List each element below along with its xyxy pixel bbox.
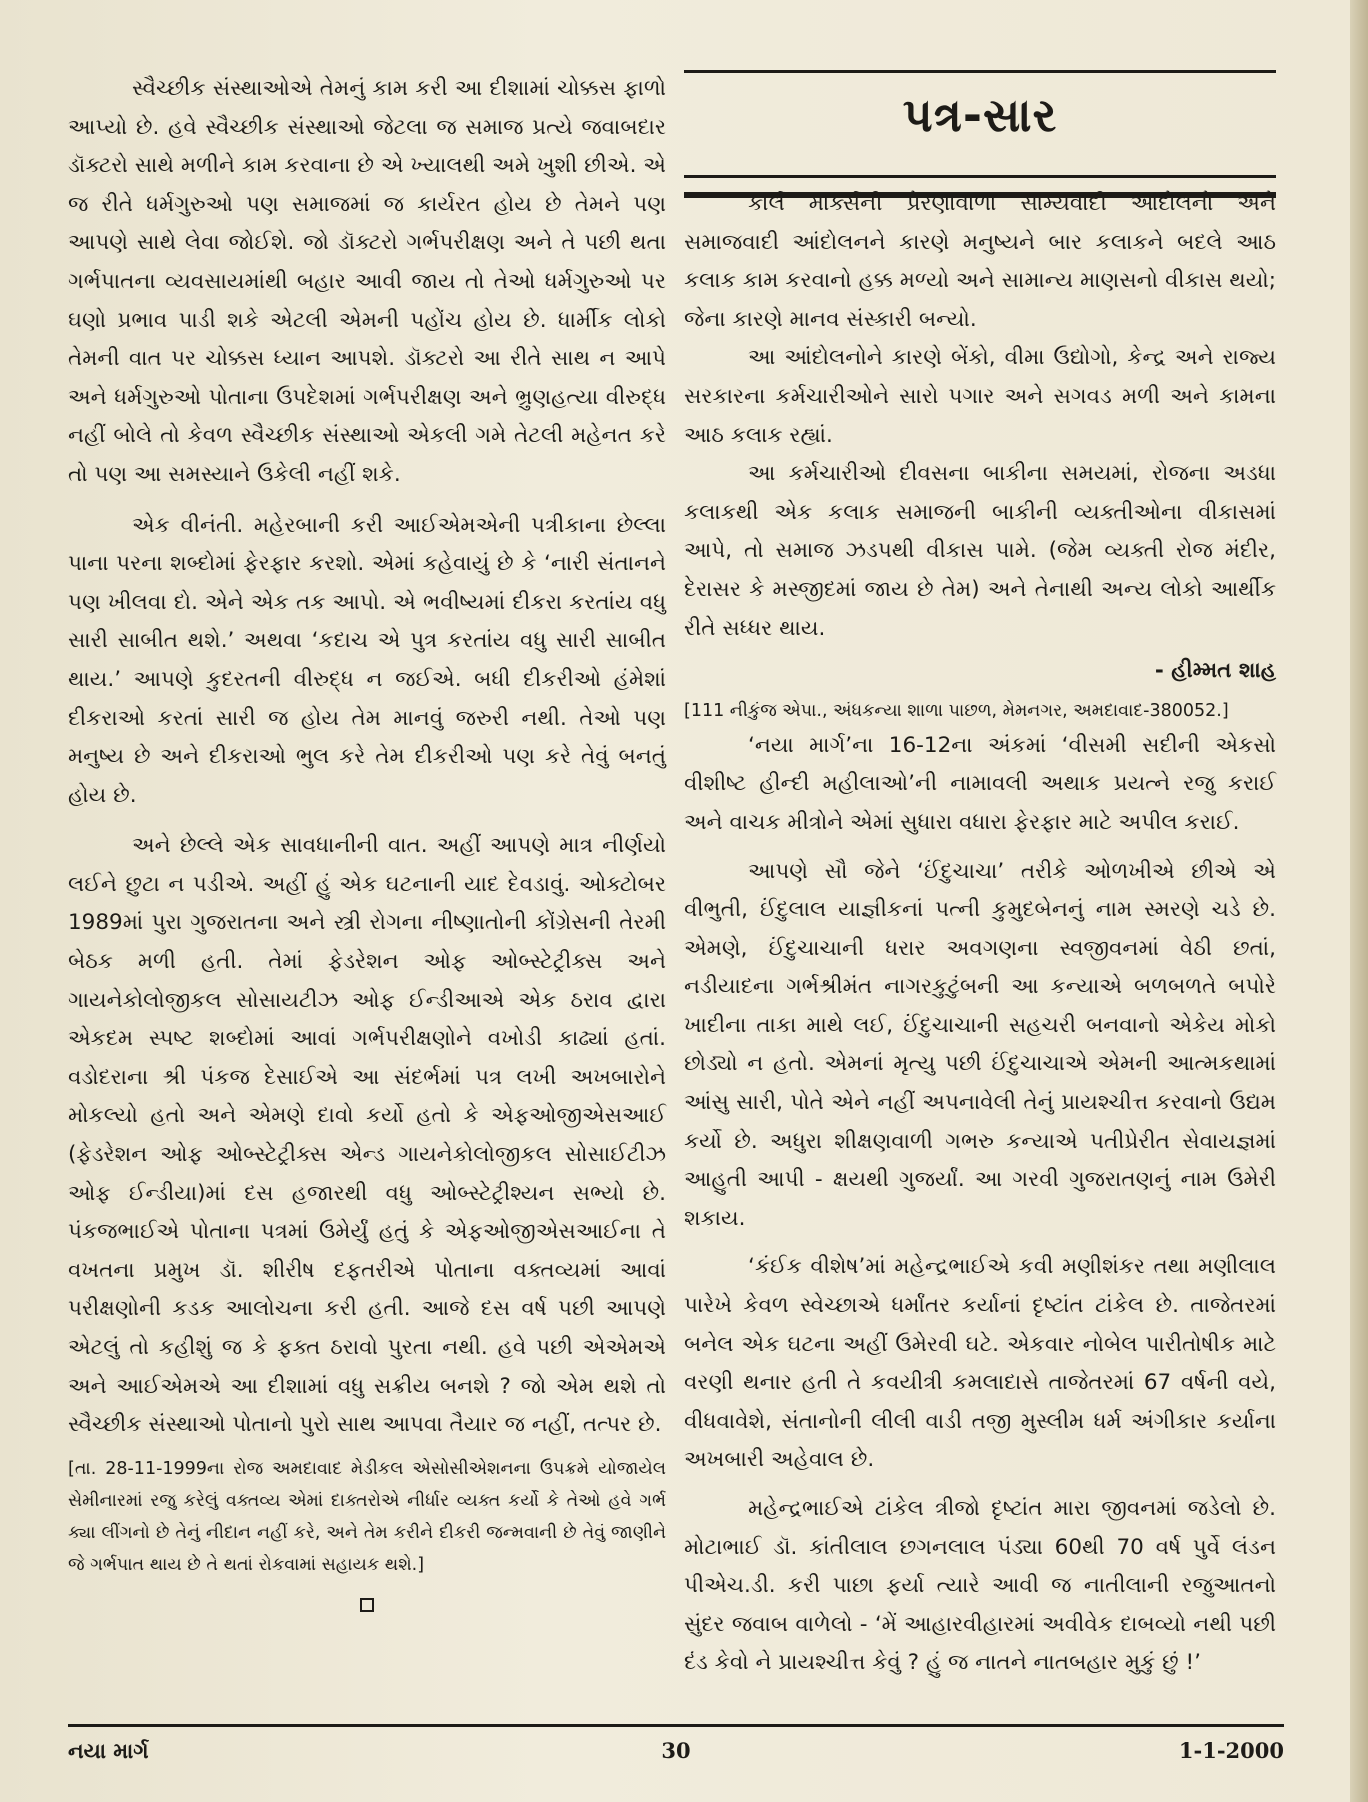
right-paragraph-7: મહેન્દ્રભાઈએ ટાંકેલ ત્રીજો દૃષ્ટાંત મારા જીવનમાં જડેલો છે. મોટાભાઈ ડૉ. કાંતીલાલ છગનલાલ પંડ્યા 60થી 70 વર્ષ પુર્વે લંડન પીએચ.ડી. કરી પાછા ફર્યા ત્યારે આવી જ નાતીલાની રજુઆતનો સુંદર જવાબ વાળેલો - ‘મેં આહારવીહારમાં અવીવેક દાબવ્યો નથી પછી દંડ કેવો ને પ્રાયશ્ચીત્ત કેવું ? હું જ નાતને નાતબહાર મુકું છું !’ — [684, 1496, 1276, 1676]
right-paragraph-6: ‘કંઈક વીશેષ’માં મહેન્દ્રભાઈએ કવી મણીશંકર તથા મણીલાલ પારેખે કેવળ સ્વેચ્છાએ ધર્માંતર કર્યાનાં દૃષ્ટાંત ટાંકેલ છે. તાજેતરમાં બનેલ એક ઘટના અહીં ઉમેરવી ઘટે. એકવાર નોબેલ પારીતોષીક માટે વરણી થનાર હતી તે કવયીત્રી કમલાદાસે તાજેતરમાં 67 વર્ષની વયે, વીધવાવેશે, સંતાનોની લીલી વાડી તજી મુસ્લીમ ધર્મ અંગીકાર કર્યાના અખબારી અહેવાલ છે. — [684, 1254, 1276, 1473]
right-paragraph-1: કાર્લ માર્ક્સની પ્રેરણાવાળા સામ્યવાદી આંદોલનો અને સમાજવાદી આંદોલનને કારણે મનુષ્યને બાર કલાકને બદલે આઠ કલાક કામ કરવાનો હક્ક મળ્યો અને સામાન્ય માણસનો વીકાસ થયો; જેના કારણે માનવ સંસ્કારી બન્યો. — [684, 191, 1276, 332]
square-icon — [360, 1598, 374, 1612]
right-paragraph-3: આ કર્મચારીઓ દીવસના બાકીના સમયમાં, રોજના અડધા કલાકથી એક કલાક સમાજની બાકીની વ્યક્તીઓના વીકાસમાં આપે, તો સમાજ ઝડપથી વીકાસ પામે. (જેમ વ્યક્તી રોજ મંદીર, દેરાસર કે મસ્જીદમાં જાય છે તેમ) અને તેનાથી અન્ય લોકો આર્થીક રીતે સધ્ધર થાય. — [684, 461, 1276, 641]
footer-rule — [68, 1724, 1284, 1727]
footer-page-number: 30 — [661, 1738, 691, 1763]
right-paragraph-4: ‘નયા માર્ગ’ના 16-12ના અંકમાં ‘વીસમી સદીની એકસો વીશીષ્ટ હીન્દી મહીલાઓ’ની નામાવલી અથાક પ્રયત્ને રજુ કરાઈ અને વાચક મીત્રોને એમાં સુધારા વધારા ફેરફાર માટે અપીલ કરાઈ. — [684, 732, 1276, 835]
letter-signature: - હીમ્મત શાહ — [1154, 658, 1276, 684]
right-paragraph-5: આપણે સૌ જેને ‘ઈંદુચાચા’ તરીકે ઓળખીએ છીએ એ વીભુતી, ઈંદુલાલ યાજ્ઞીકનાં પત્ની કુમુદબેનનું નામ સ્મરણે ચડે છે. એમણે, ઈંદુચાચાની ધરાર અવગણના સ્વજીવનમાં વેઠી છતાં, નડીયાદના ગર્ભશ્રીમંત નાગરકુટુંબની આ કન્યાએ બળબળતે બપોરે ખાદીના તાકા માથે લઈ, ઈંદુચાચાની સહચરી બનવાનો એકેય મોકો છોડ્યો ન હતો. એમનાં મૃત્યુ પછી ઈંદુચાચાએ એમની આત્મકથામાં આંસુ સારી, પોતે એને નહીં અપનાવેલી તેનું પ્રાયશ્ચીત્ત કરવાનો ઉદ્યમ કર્યો છે. અધુરા શીક્ષણવાળી ગભરુ કન્યાએ પતીપ્રેરીત સેવાયજ્ઞમાં આહુતી આપી - ક્ષયથી ગુજર્યાં. આ ગરવી ગુજરાતણનું નામ ઉમેરી શકાય. — [684, 858, 1276, 1231]
left-editor-note: [તા. 28-11-1999ના રોજ અમદાવાદ મેડીકલ એસોસીએશનના ઉપક્રમે યોજાયેલ સેમીનારમાં રજુ કરેલું વક્તવ્ય એમાં દાક્તરોએ નીર્ધાર વ્યક્ત કર્યો કે તેઓ હવે ગર્ભ ક્યા લીંગનો છે તેનું નીદાન નહીં કરે, અને તેમ કરીને દીકરી જન્મવાની છે તેવું જાણીને જે ગર્ભપાત થાય છે તે થતાં રોકવામાં સહાયક થશે.] — [68, 1458, 666, 1575]
header-rule-top — [684, 70, 1276, 73]
left-paragraph-1: સ્વૈચ્છીક સંસ્થાઓએ તેમનું કામ કરી આ દીશામાં ચોક્કસ ફાળો આપ્યો છે. હવે સ્વૈચ્છીક સંસ્થાઓ જેટલા જ સમાજ પ્રત્યે જવાબદાર ડૉક્ટરો સાથે મળીને કામ કરવાના છે એ ખ્યાલથી અમે ખુશી છીએ. એ જ રીતે ધર્મગુરુઓ પણ સમાજમાં જ કાર્યરત હોય છે તેમને પણ આપણે સાથે લેવા જોઈશે. જો ડૉક્ટરો ગર્ભપરીક્ષણ અને તે પછી થતા ગર્ભપાતના વ્યવસાયમાંથી બહાર આવી જાય તો તેઓ ધર્મગુરુઓ પર ઘણો પ્રભાવ પાડી શકે એટલી એમની પહોંચ હોય છે. ધાર્મીક લોકો તેમની વાત પર ચોક્કસ ધ્યાન આપશે. ડૉક્ટરો આ રીતે સાથ ન આપે અને ધર્મગુરુઓ પોતાના ઉપદેશમાં ગર્ભપરીક્ષણ અને ભ્રુણહત્યા વીરુદ્ધ નહીં બોલે તો કેવળ સ્વૈચ્છીક સંસ્થાઓ એકલી ગમે તેટલી મહેનત કરે તો પણ આ સમસ્યાને ઉકેલી નહીં શકે. — [68, 76, 666, 487]
left-paragraph-2: એક વીનંતી. મહેરબાની કરી આઈએમએની પત્રીકાના છેલ્લા પાના પરના શબ્દોમાં ફેરફાર કરશો. એમાં કહેવાયું છે કે ‘નારી સંતાનને પણ ખીલવા દો. એને એક તક આપો. એ ભવીષ્યમાં દીકરા કરતાંય વધુ સારી સાબીત થશે.’ અથવા ‘કદાચ એ પુત્ર કરતાંય વધુ સારી સાબીત થાય.’ આપણે કુદરતની વીરુદ્ધ ન જઈએ. બધી દીકરીઓ હંમેશાં દીકરાઓ કરતાં સારી જ હોય તેમ માનવું જરુરી નથી. તેઓ પણ મનુષ્ય છે અને દીકરાઓ ભુલ કરે તેમ દીકરીઓ પણ કરે તેવું બનતું હોય છે. — [68, 512, 666, 808]
left-column — [68, 70, 666, 1619]
header-rule-bottom — [684, 175, 1276, 178]
footer-publication: નયા માર્ગ — [68, 1738, 149, 1763]
page-edge — [1350, 0, 1368, 1802]
page-footer — [68, 1738, 1284, 1772]
end-of-article-mark — [68, 1593, 666, 1619]
section-header — [684, 70, 1276, 198]
letter-address: [111 નીકુંજ એપા., અંધકન્યા શાળા પાછળ, મેમનગર, અમદાવાદ-380052.] — [684, 700, 1229, 721]
section-title: પત્ર-સાર — [902, 88, 1058, 142]
footer-date: 1-1-2000 — [1178, 1738, 1284, 1763]
left-paragraph-3: અને છેલ્લે એક સાવધાનીની વાત. અહીં આપણે માત્ર નીર્ણયો લઈને છુટા ન પડીએ. અહીં હું એક ઘટનાની યાદ દેવડાવું. ઓક્ટોબર 1989માં પુરા ગુજરાતના અને સ્ત્રી રોગના નીષ્ણાતોની કોંગ્રેસની તેરમી બેઠક મળી હતી. તેમાં ફેડરેશન ઓફ ઓબ્સ્ટેટ્રીક્સ અને ગાયનેકોલોજીકલ સોસાયટીઝ ઓફ ઈન્ડીઆએ એક ઠરાવ દ્વારા એકદમ સ્પષ્ટ શબ્દોમાં આવાં ગર્ભપરીક્ષણોને વખોડી કાઢ્યાં હતાં. વડોદરાના શ્રી પંકજ દેસાઈએ આ સંદર્ભમાં પત્ર લખી અખબારોને મોકલ્યો હતો અને એમણે દાવો કર્યો હતો કે એફઓજીએસઆઈ (ફેડરેશન ઓફ ઓબ્સ્ટેટ્રીક્સ એન્ડ ગાયનેકોલોજીકલ સોસાઈટીઝ ઓફ ઈન્ડીયા)માં દસ હજારથી વધુ ઓબ્સ્ટેટ્રીશ્યન સભ્યો છે. પંકજભાઈએ પોતાના પત્રમાં ઉમેર્યું હતું કે એફઓજીએસઆઈના તે વખતના પ્રમુખ ડૉ. શીરીષ દફતરીએ પોતાના વક્તવ્યમાં આવાં પરીક્ષણોની કડક આલોચના કરી હતી. આજે દસ વર્ષ પછી આપણે એટલું તો કહીશું જ કે ફક્ત ઠરાવો પુરતા નથી. હવે પછી એએમએ અને આઈએમએ આ દીશામાં વધુ સક્રીય બનશે ? જો એમ થશે તો સ્વૈચ્છીક સંસ્થાઓ પોતાનો પુરો સાથ આપવા તૈયાર જ નહીં, તત્પર છે. — [68, 833, 666, 1438]
right-column — [684, 185, 1276, 1683]
right-paragraph-2: આ આંદોલનોને કારણે બેંકો, વીમા ઉદ્યોગો, કેન્દ્ર અને રાજ્ય સરકારના કર્મચારીઓને સારો પગાર અને સગવડ મળી અને કામના આઠ કલાક રહ્યાં. — [684, 345, 1276, 448]
